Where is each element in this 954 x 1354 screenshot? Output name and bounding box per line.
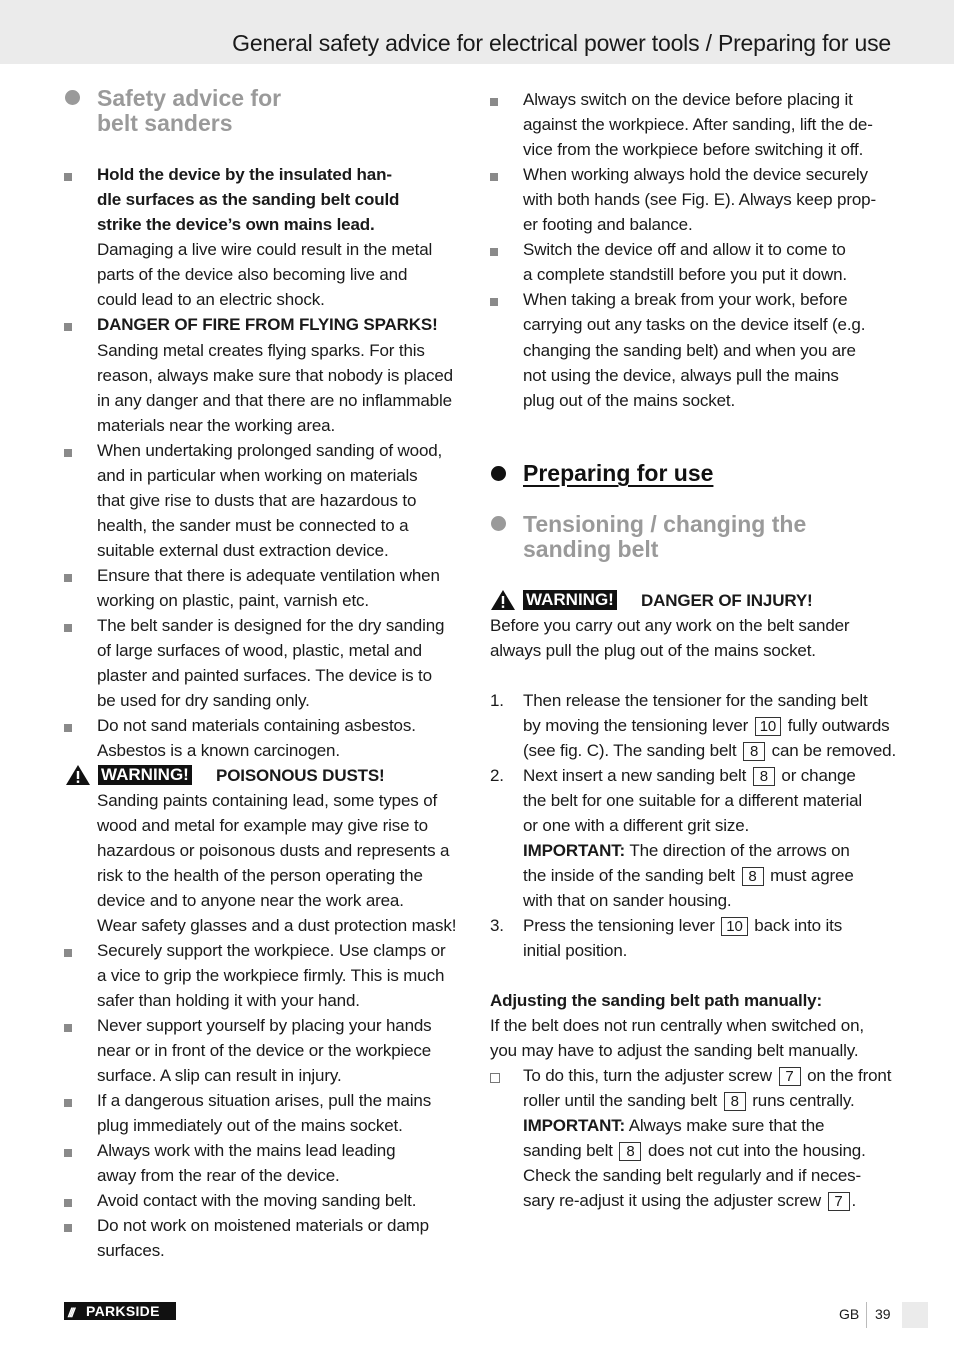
body-text: of large surfaces of wood, plastic, metal and [97, 641, 422, 660]
square-bullet-icon [490, 298, 498, 306]
body-text: Damaging a live wire could result in the metal [97, 240, 433, 259]
body-text: initial position. [523, 941, 628, 960]
step-number: 3. [490, 916, 504, 935]
square-bullet-icon [64, 323, 72, 331]
body-text [523, 1113, 824, 1138]
text-fragment: must agree [770, 866, 854, 885]
brand-name: PARKSIDE [86, 1303, 160, 1319]
text-fragment: or change [781, 766, 856, 785]
body-text: risk to the health of the person operating the [97, 866, 423, 885]
warning-text: DANGER OF INJURY! [641, 591, 813, 610]
body-text [523, 1088, 855, 1113]
subsection-heading: Tensioning / changing the [523, 511, 807, 537]
text-fragment: fully outwards [787, 716, 890, 735]
body-text: If the belt does not run centrally when switched on, [490, 1016, 864, 1035]
body-text: not using the device, always pull the mains [523, 366, 839, 385]
body-text [523, 738, 896, 763]
body-text: changing the sanding belt) and when you are [523, 341, 856, 360]
part-number-box: 7 [779, 1067, 801, 1086]
part-number-box: 10 [755, 717, 781, 736]
square-bullet-icon [490, 248, 498, 256]
body-text: with both hands (see Fig. E). Always keep prop- [523, 190, 876, 209]
section-bullet-icon [491, 466, 506, 481]
body-text: you may have to adjust the sanding belt manually. [490, 1041, 859, 1060]
text-fragment: can be removed. [771, 741, 897, 760]
warning-triangle-icon [66, 765, 90, 785]
square-bullet-icon [64, 1199, 72, 1207]
body-text: Before you carry out any work on the belt sander [490, 616, 850, 635]
body-text: surface. A slip can result in injury. [97, 1066, 342, 1085]
part-number-box: 8 [724, 1092, 746, 1111]
part-number-box: 8 [619, 1142, 641, 1161]
body-text: or one with a different grit size. [523, 816, 750, 835]
body-text: be used for dry sanding only. [97, 691, 310, 710]
square-bullet-icon [490, 98, 498, 106]
section-heading: belt sanders [97, 110, 233, 136]
body-text: the belt for one suitable for a different material [523, 791, 862, 810]
body-text: Sanding paints containing lead, some types of [97, 791, 438, 810]
body-text: Sanding metal creates flying sparks. For this [97, 341, 425, 360]
checkbox-bullet-icon [490, 1073, 500, 1083]
body-text: plug out of the mains socket. [523, 391, 736, 410]
warning-label: WARNING! [523, 590, 617, 610]
square-bullet-icon [64, 724, 72, 732]
body-text: carrying out any tasks on the device itself (e.g. [523, 315, 866, 334]
section-bullet-icon [65, 90, 80, 105]
section-heading: Preparing for use [523, 460, 714, 486]
page-title: General safety advice for electrical power tools / Preparing for use [232, 30, 891, 56]
body-text: parts of the device also becoming live and [97, 265, 408, 284]
body-text: Check the sanding belt regularly and if neces- [523, 1166, 862, 1185]
part-number-box: 10 [721, 917, 747, 936]
body-text: surfaces. [97, 1241, 165, 1260]
logo-stripes-icon: /// [68, 1305, 73, 1320]
text-fragment: Next insert a new sanding belt [523, 766, 747, 785]
body-text: against the workpiece. After sanding, lift the de- [523, 115, 873, 134]
body-text: away from the rear of the device. [97, 1166, 340, 1185]
bold-text: dle surfaces as the sanding belt could [97, 190, 400, 209]
subsection-bullet-icon [491, 516, 506, 531]
body-text: with that on sander housing. [523, 891, 732, 910]
body-text: If a dangerous situation arises, pull the mains [97, 1091, 432, 1110]
body-text: Always work with the mains lead leading [97, 1141, 396, 1160]
body-text: When taking a break from your work, before [523, 290, 848, 309]
body-text [523, 913, 842, 938]
body-text: When working always hold the device securely [523, 165, 868, 184]
square-bullet-icon [490, 173, 498, 181]
square-bullet-icon [64, 1149, 72, 1157]
bold-text: Hold the device by the insulated han- [97, 165, 392, 184]
subsection-heading: sanding belt [523, 536, 659, 562]
text-fragment: sanding belt [523, 1141, 613, 1160]
footer-tab [902, 1302, 928, 1328]
body-text: safer than holding it with your hand. [97, 991, 360, 1010]
body-text: Asbestos is a known carcinogen. [97, 741, 340, 760]
square-bullet-icon [64, 574, 72, 582]
body-text: Do not work on moistened materials or damp [97, 1216, 429, 1235]
text-fragment: roller until the sanding belt [523, 1091, 718, 1110]
square-bullet-icon [64, 1024, 72, 1032]
body-text: vice from the workpiece before switching it off. [523, 140, 864, 159]
square-bullet-icon [64, 1099, 72, 1107]
step-number: 1. [490, 691, 504, 710]
section-heading: Safety advice for [97, 85, 282, 111]
body-text: reason, always make sure that nobody is placed [97, 366, 453, 385]
body-text [523, 713, 890, 738]
body-text: Ensure that there is adequate ventilation when [97, 566, 440, 585]
step-number: 2. [490, 766, 504, 785]
text-fragment: sary re-adjust it using the adjuster screw [523, 1191, 821, 1210]
body-text: suitable external dust extraction device. [97, 541, 389, 560]
language-code: GB [839, 1306, 860, 1322]
text-fragment: Always make sure that the [628, 1116, 825, 1135]
part-number-box: 8 [742, 867, 764, 886]
footer-divider [866, 1302, 867, 1328]
warning-label: WARNING! [98, 765, 192, 785]
text-fragment: To do this, turn the adjuster screw [523, 1066, 772, 1085]
bold-text: DANGER OF FIRE FROM FLYING SPARKS! [97, 315, 438, 334]
body-text: Always switch on the device before placing it [523, 90, 853, 109]
body-text: plug immediately out of the mains socket. [97, 1116, 403, 1135]
page-number: 39 [875, 1306, 891, 1322]
text-fragment: back into its [754, 916, 843, 935]
body-text: in any danger and that there are no inflammable [97, 391, 452, 410]
body-text [523, 1138, 866, 1163]
body-text: Wear safety glasses and a dust protection mask! [97, 916, 457, 935]
text-fragment: . [851, 1191, 857, 1210]
page-header [0, 0, 954, 64]
body-text: plaster and painted surfaces. The device is to [97, 666, 432, 685]
body-text: Then release the tensioner for the sanding belt [523, 691, 868, 710]
body-text: Avoid contact with the moving sanding belt. [97, 1191, 417, 1210]
text-fragment: on the front [807, 1066, 892, 1085]
body-text: The belt sander is designed for the dry sanding [97, 616, 445, 635]
body-text: Do not sand materials containing asbestos. [97, 716, 416, 735]
body-text: health, the sander must be connected to a [97, 516, 409, 535]
text-fragment: by moving the tensioning lever [523, 716, 749, 735]
square-bullet-icon [64, 949, 72, 957]
body-text [523, 838, 850, 863]
body-text [523, 1063, 891, 1088]
body-text: er footing and balance. [523, 215, 693, 234]
subheading: Adjusting the sanding belt path manually: [490, 991, 822, 1010]
text-fragment: (see fig. C). The sanding belt [523, 741, 737, 760]
brand-logo [64, 1302, 176, 1320]
body-text: could lead to an electric shock. [97, 290, 325, 309]
body-text: working on plastic, paint, varnish etc. [97, 591, 369, 610]
body-text: materials near the working area. [97, 416, 336, 435]
body-text: hazardous or poisonous dusts and represents a [97, 841, 450, 860]
part-number-box: 8 [753, 767, 775, 786]
warning-triangle-icon [491, 590, 515, 610]
text-fragment: The direction of the arrows on [629, 841, 850, 860]
body-text: a vice to grip the workpiece firmly. This is much [97, 966, 445, 985]
text-fragment: Press the tensioning lever [523, 916, 715, 935]
body-text [523, 863, 854, 888]
text-fragment: runs centrally. [752, 1091, 855, 1110]
bold-text: strike the device’s own mains lead. [97, 215, 375, 234]
square-bullet-icon [64, 173, 72, 181]
part-number-box: 7 [828, 1192, 850, 1211]
body-text: near or in front of the device or the workpiece [97, 1041, 432, 1060]
body-text: a complete standstill before you put it down. [523, 265, 847, 284]
body-text: Never support yourself by placing your hands [97, 1016, 432, 1035]
square-bullet-icon [64, 1224, 72, 1232]
body-text [523, 1188, 856, 1213]
important-label: IMPORTANT: [523, 841, 626, 860]
body-text: Switch the device off and allow it to come to [523, 240, 846, 259]
body-text: always pull the plug out of the mains socket. [490, 641, 816, 660]
text-fragment: the inside of the sanding belt [523, 866, 735, 885]
body-text: device and to anyone near the work area. [97, 891, 404, 910]
body-text: wood and metal for example may give rise to [97, 816, 428, 835]
body-text: Securely support the workpiece. Use clamps or [97, 941, 446, 960]
body-text [523, 763, 856, 788]
warning-text: POISONOUS DUSTS! [216, 766, 385, 785]
square-bullet-icon [64, 449, 72, 457]
body-text: and in particular when working on materials [97, 466, 418, 485]
part-number-box: 8 [743, 742, 765, 761]
body-text: When undertaking prolonged sanding of wood, [97, 441, 443, 460]
important-label: IMPORTANT: [523, 1116, 626, 1135]
body-text: that give rise to dusts that are hazardous to [97, 491, 417, 510]
text-fragment: does not cut into the housing. [648, 1141, 866, 1160]
square-bullet-icon [64, 624, 72, 632]
